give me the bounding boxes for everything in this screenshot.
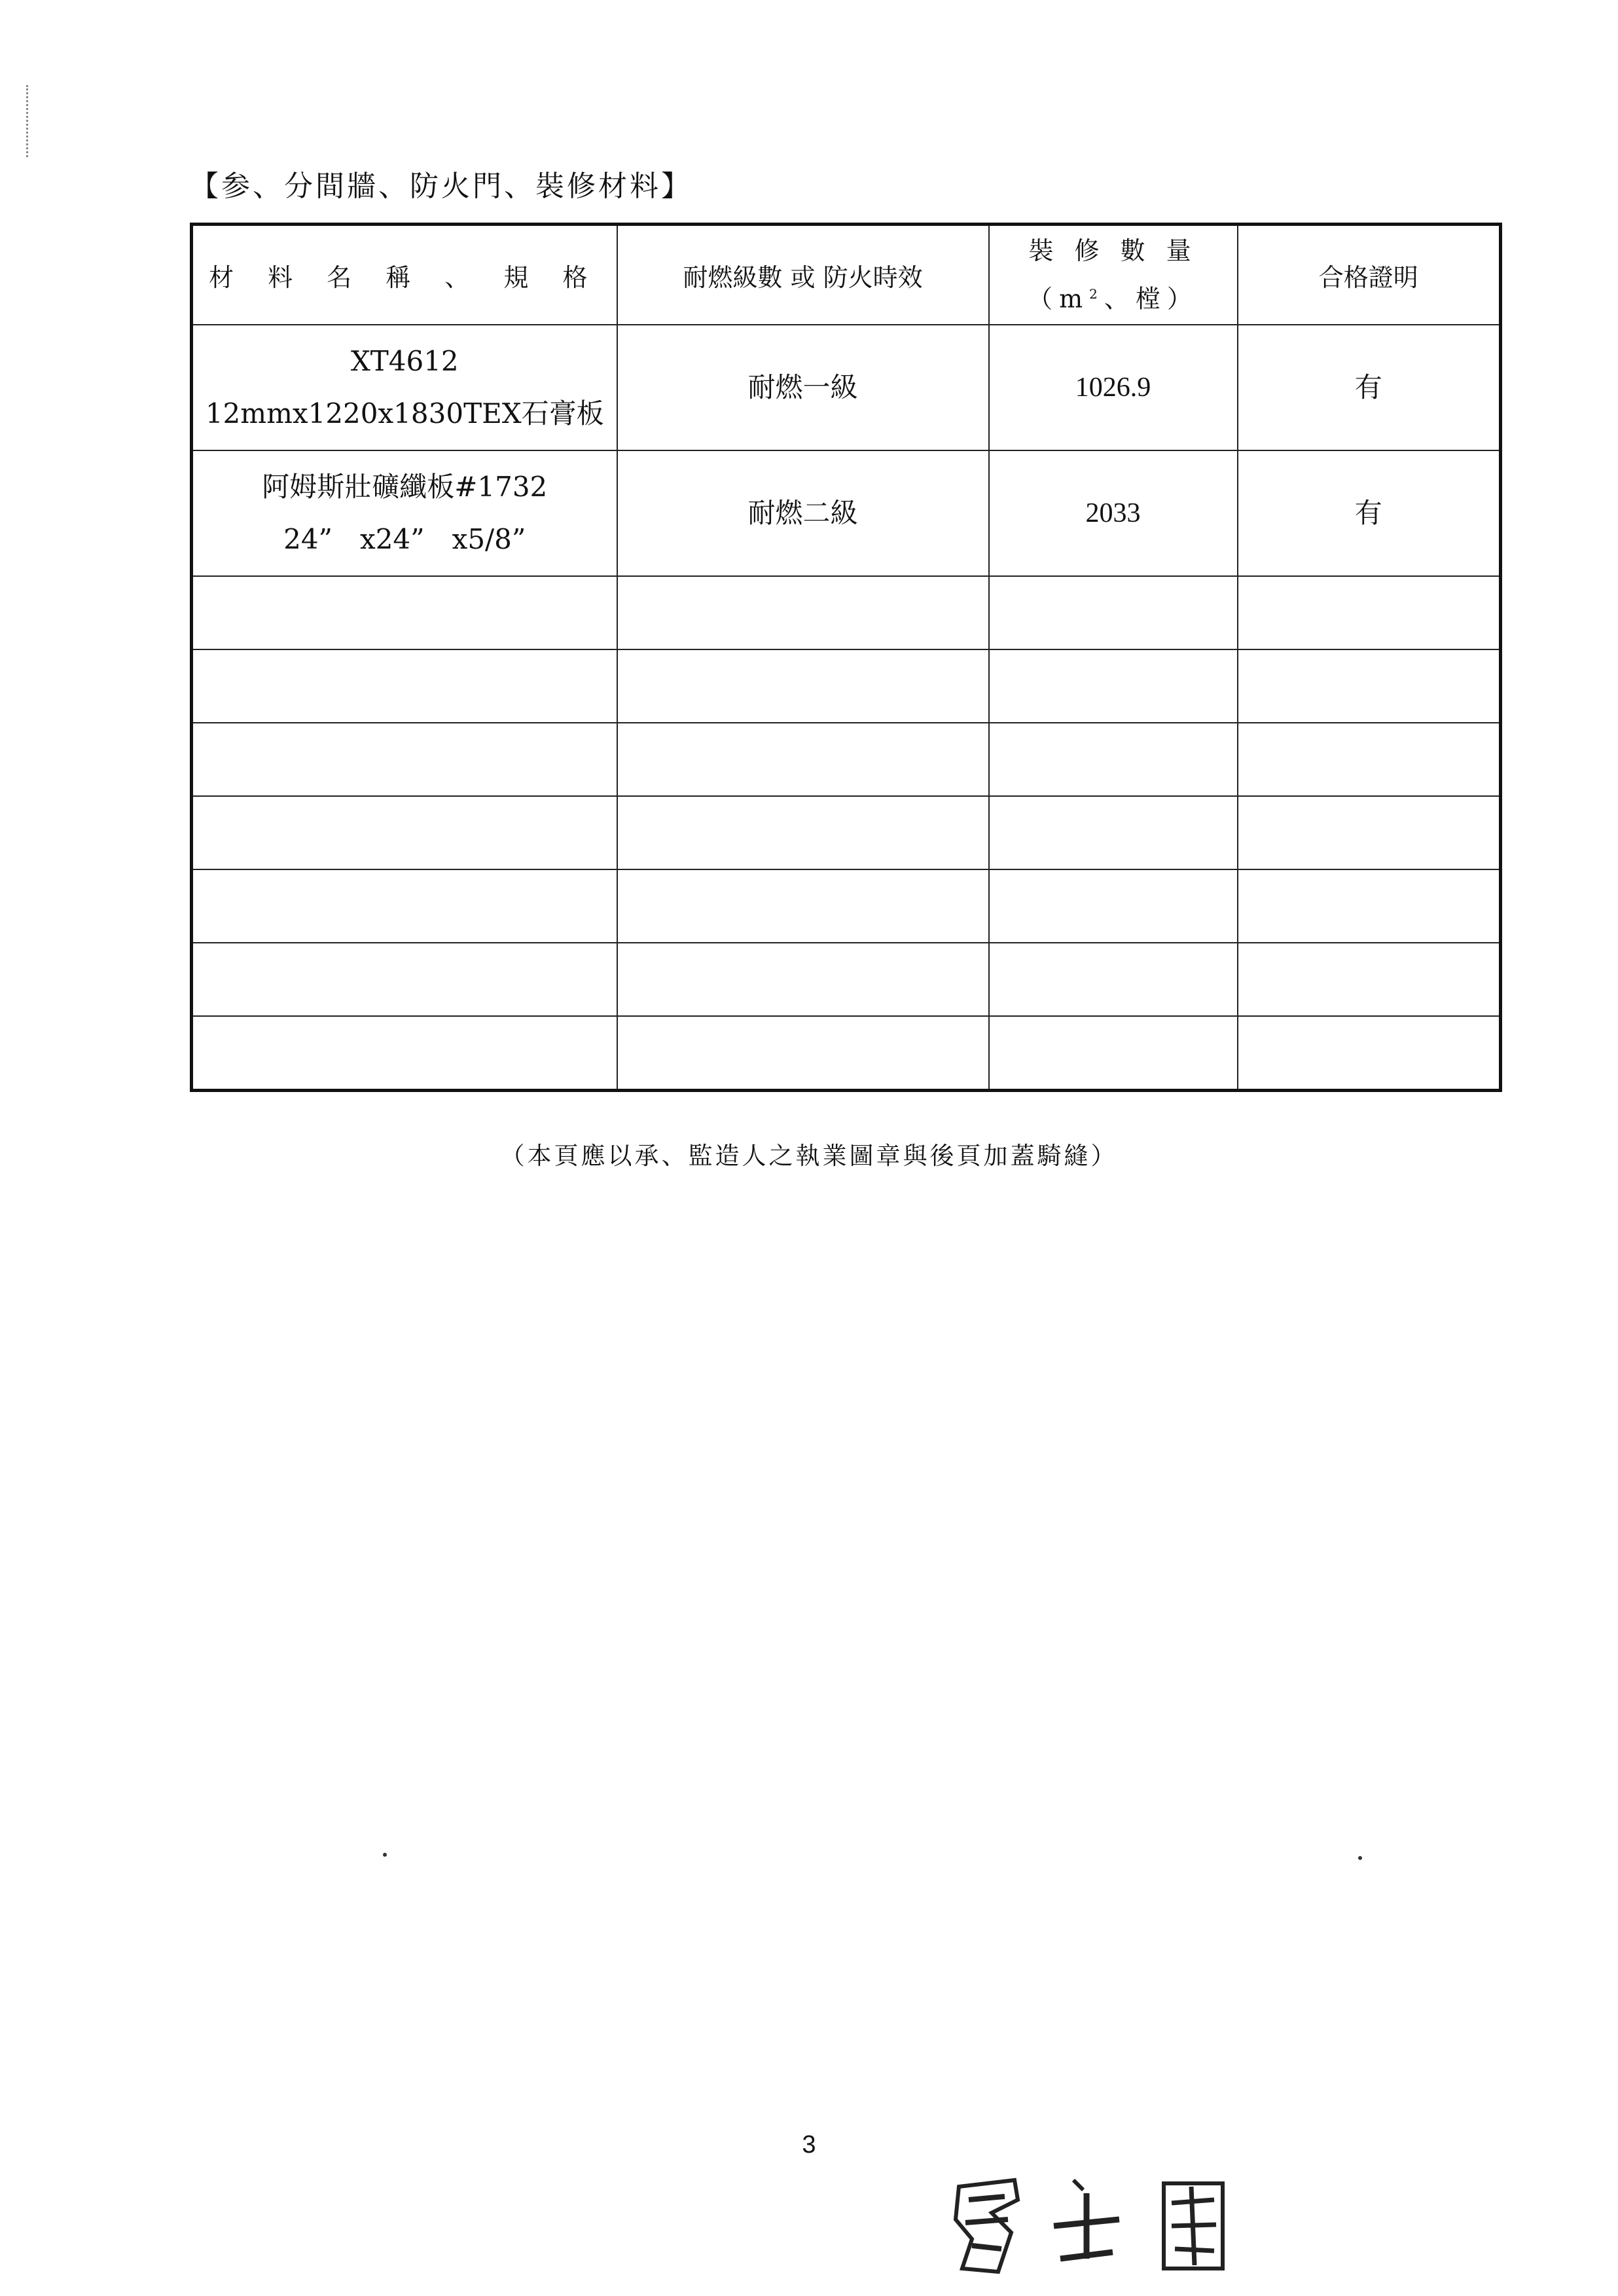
binding-marks xyxy=(26,85,31,157)
header-fire-grade: 耐燃級數 或 防火時效 xyxy=(617,225,989,325)
speck xyxy=(1358,1856,1362,1860)
empty-row xyxy=(192,649,1501,723)
header-quantity-line2: （$m^2$、樘） xyxy=(1028,284,1198,314)
speck xyxy=(383,1853,387,1857)
cell-material-name: XT4612 12mmx1220x1830TEX石膏板 xyxy=(192,325,617,450)
cell-material-name: 阿姆斯壯礦纖板#1732 24” x24” x5/8” xyxy=(192,450,617,576)
seal-instruction-note: （本頁應以承、監造人之執業圖章與後頁加蓋騎縫） xyxy=(500,1142,1118,1170)
cell-fire-grade: 耐燃一級 xyxy=(617,325,989,450)
page-number: 3 xyxy=(802,2131,816,2159)
seal-stamp-right xyxy=(1159,2174,1231,2278)
empty-row xyxy=(192,1016,1501,1091)
seal-stamp-left xyxy=(952,2174,1024,2278)
empty-row xyxy=(192,576,1501,649)
seal-stamp-middle xyxy=(1047,2174,1126,2278)
header-quantity-line1: 裝 修 數 量 xyxy=(1028,236,1198,266)
cell-quantity: 1026.9 xyxy=(989,325,1238,450)
empty-row xyxy=(192,796,1501,869)
header-material-name: 材 料 名 稱 、 規 格 xyxy=(192,225,617,325)
materials-table xyxy=(190,223,1502,1092)
empty-row xyxy=(192,723,1501,796)
table-header-row xyxy=(192,225,1501,325)
cell-certificate: 有 xyxy=(1238,450,1501,576)
table-row xyxy=(192,325,1501,450)
table-row xyxy=(192,450,1501,576)
empty-row xyxy=(192,869,1501,943)
cell-certificate: 有 xyxy=(1238,325,1501,450)
header-quantity xyxy=(989,225,1238,325)
cell-quantity: 2033 xyxy=(989,450,1238,576)
header-certificate: 合格證明 xyxy=(1238,225,1501,325)
cell-fire-grade: 耐燃二級 xyxy=(617,450,989,576)
section-title: 【参、分間牆、防火門、裝修材料】 xyxy=(190,170,692,203)
empty-row xyxy=(192,943,1501,1016)
